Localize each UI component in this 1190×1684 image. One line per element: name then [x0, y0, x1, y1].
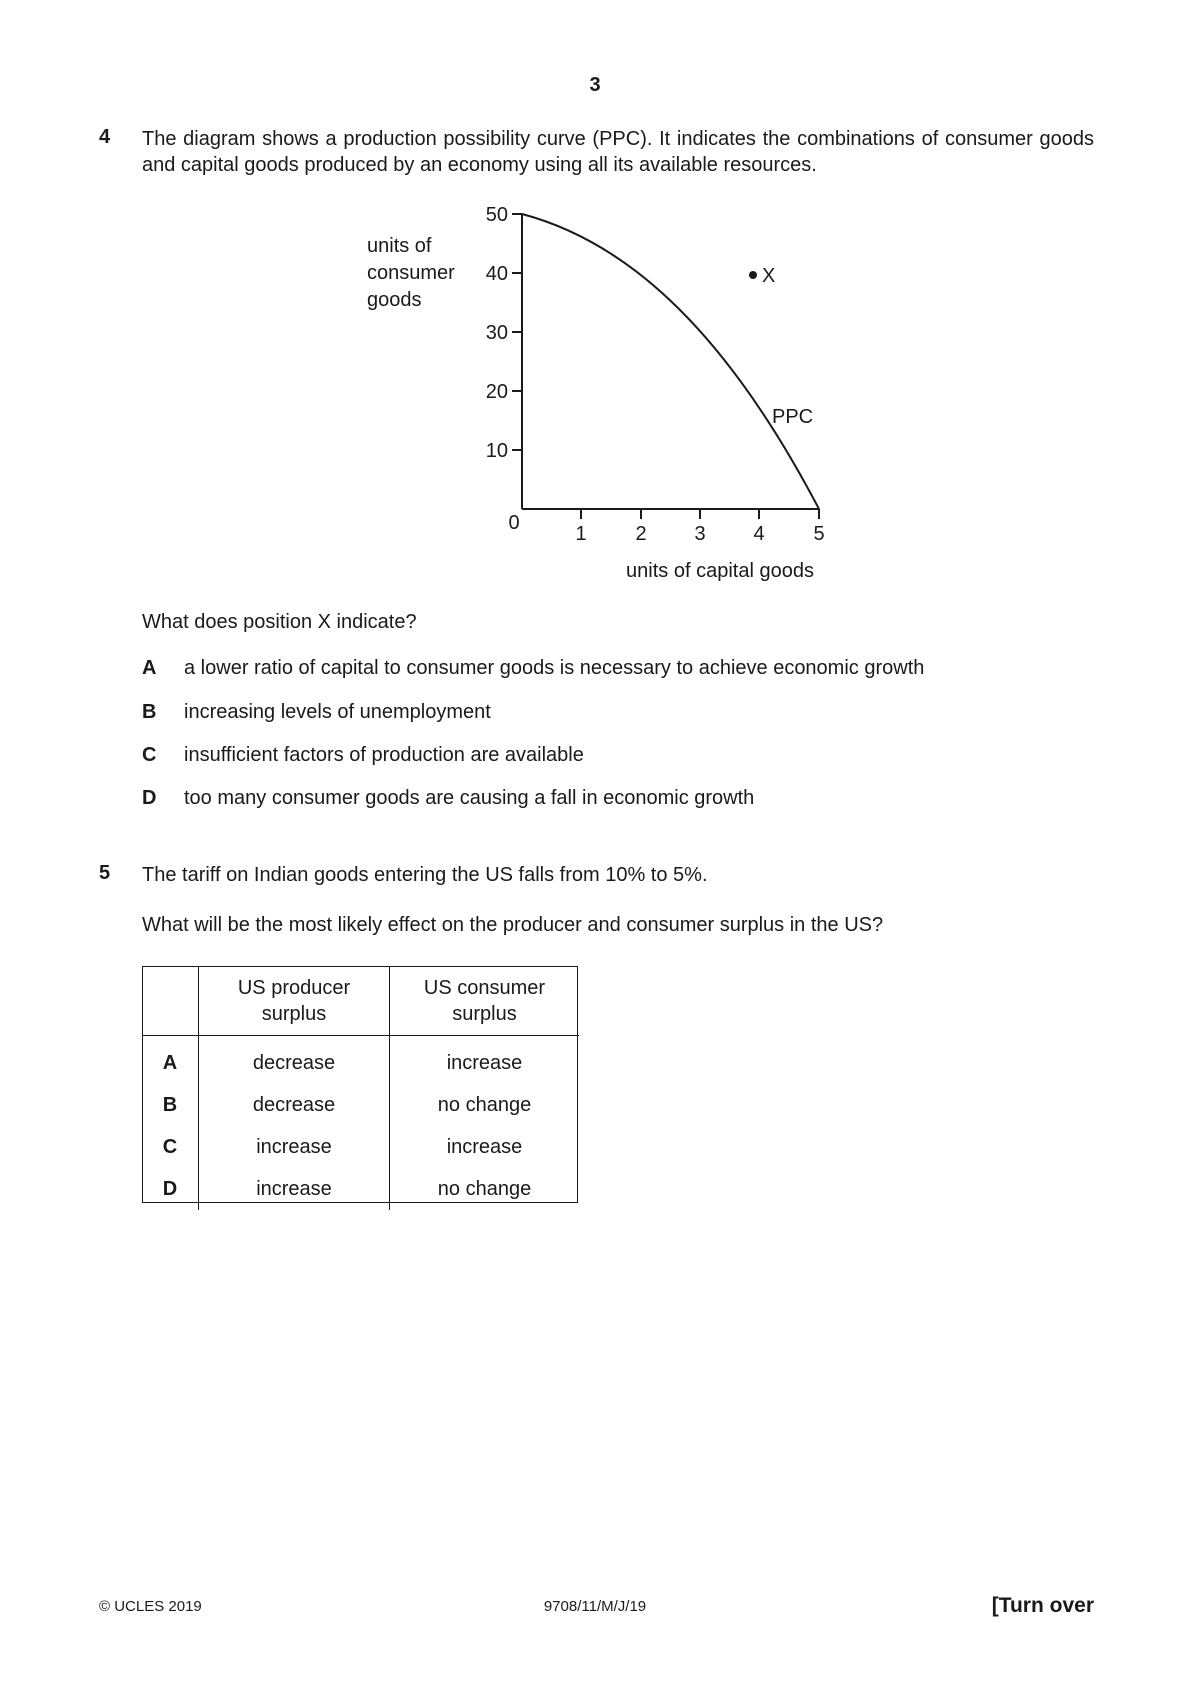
y-tick-label-20: 20: [485, 381, 508, 403]
header-consumer-line-2: surplus: [452, 1002, 517, 1025]
row-consumer: no change: [437, 1177, 532, 1200]
page-number: 3: [589, 74, 601, 96]
y-tick-label-30: 30: [485, 322, 508, 344]
x-ticks: [581, 509, 819, 519]
option-d-letter: D: [142, 787, 157, 809]
y-tick-label-10: 10: [485, 440, 508, 462]
row-letter: D: [142, 1168, 199, 1210]
y-axis-label-line-3: goods: [367, 289, 422, 311]
row-letter: B: [142, 1084, 199, 1126]
header-blank-cell: [142, 966, 199, 1036]
row-consumer: increase: [446, 1051, 523, 1074]
row-consumer: increase: [446, 1135, 523, 1158]
option-a-letter: A: [142, 657, 157, 679]
row-letter: C: [142, 1126, 199, 1168]
header-producer-line-1: US producer: [237, 976, 351, 999]
row-letter: A: [142, 1036, 199, 1085]
y-tick-label-40: 40: [485, 263, 508, 285]
option-c-letter: C: [142, 744, 157, 766]
option-b-text: increasing levels of unemployment: [184, 701, 491, 723]
point-x-label: X: [762, 265, 776, 287]
x-tick-label-1: 1: [575, 523, 587, 545]
point-x-marker: [749, 271, 757, 279]
x-tick-label-2: 2: [635, 523, 647, 545]
table-row: [142, 1036, 579, 1085]
ppc-curve-label: PPC: [772, 406, 814, 428]
table-row: [142, 1168, 579, 1210]
x-tick-label-4: 4: [753, 523, 765, 545]
header-producer-surplus: [199, 966, 390, 1036]
question-5-text: The tariff on Indian goods entering the US falls from 10% to 5%.: [142, 864, 708, 886]
table-row: [142, 1126, 579, 1168]
footer-copyright: © UCLES 2019: [99, 1598, 202, 1615]
header-consumer-line-1: US consumer: [423, 976, 546, 999]
turn-over-label: [Turn over: [991, 1594, 1094, 1617]
y-axis-label-line-1: units of: [367, 235, 432, 257]
row-producer: increase: [199, 1168, 390, 1210]
y-tick-label-50: 50: [485, 204, 508, 226]
question-4-prompt: What does position X indicate?: [142, 611, 417, 633]
x-tick-label-3: 3: [694, 523, 706, 545]
question-5-prompt: What will be the most likely effect on the producer and consumer surplus in the US?: [142, 914, 884, 936]
y-ticks: [512, 214, 522, 450]
row-producer: decrease: [199, 1084, 390, 1126]
x-axis-label: units of capital goods: [626, 560, 814, 582]
question-5-number: 5: [99, 862, 111, 884]
header-consumer-surplus: [390, 966, 580, 1036]
option-d-text: too many consumer goods are causing a fall in economic growth: [184, 787, 755, 809]
question-4-number: 4: [99, 126, 111, 148]
ppc-diagram: [0, 0, 1190, 600]
option-c-text: insufficient factors of production are available: [184, 744, 584, 766]
row-producer: increase: [199, 1126, 390, 1168]
answer-table-header: [142, 966, 579, 1036]
question-4-text: The diagram shows a production possibility curve (PPC). It indicates the combinations of consumer goods and capital goods produced by an economy using all its available resources.: [142, 128, 1094, 176]
option-b-letter: B: [142, 701, 157, 723]
row-producer: decrease: [199, 1036, 390, 1085]
y-axis-label-line-2: consumer: [367, 262, 455, 284]
x-tick-label-5: 5: [813, 523, 825, 545]
table-row: [142, 1084, 579, 1126]
answer-table: [142, 966, 579, 1210]
footer-paper-code: 9708/11/M/J/19: [543, 1598, 647, 1615]
header-producer-line-2: surplus: [261, 1002, 327, 1025]
option-a-text: a lower ratio of capital to consumer goods is necessary to achieve economic growth: [184, 657, 925, 679]
row-consumer: no change: [437, 1093, 532, 1116]
origin-label: 0: [508, 512, 520, 534]
ppc-curve: [522, 214, 819, 509]
